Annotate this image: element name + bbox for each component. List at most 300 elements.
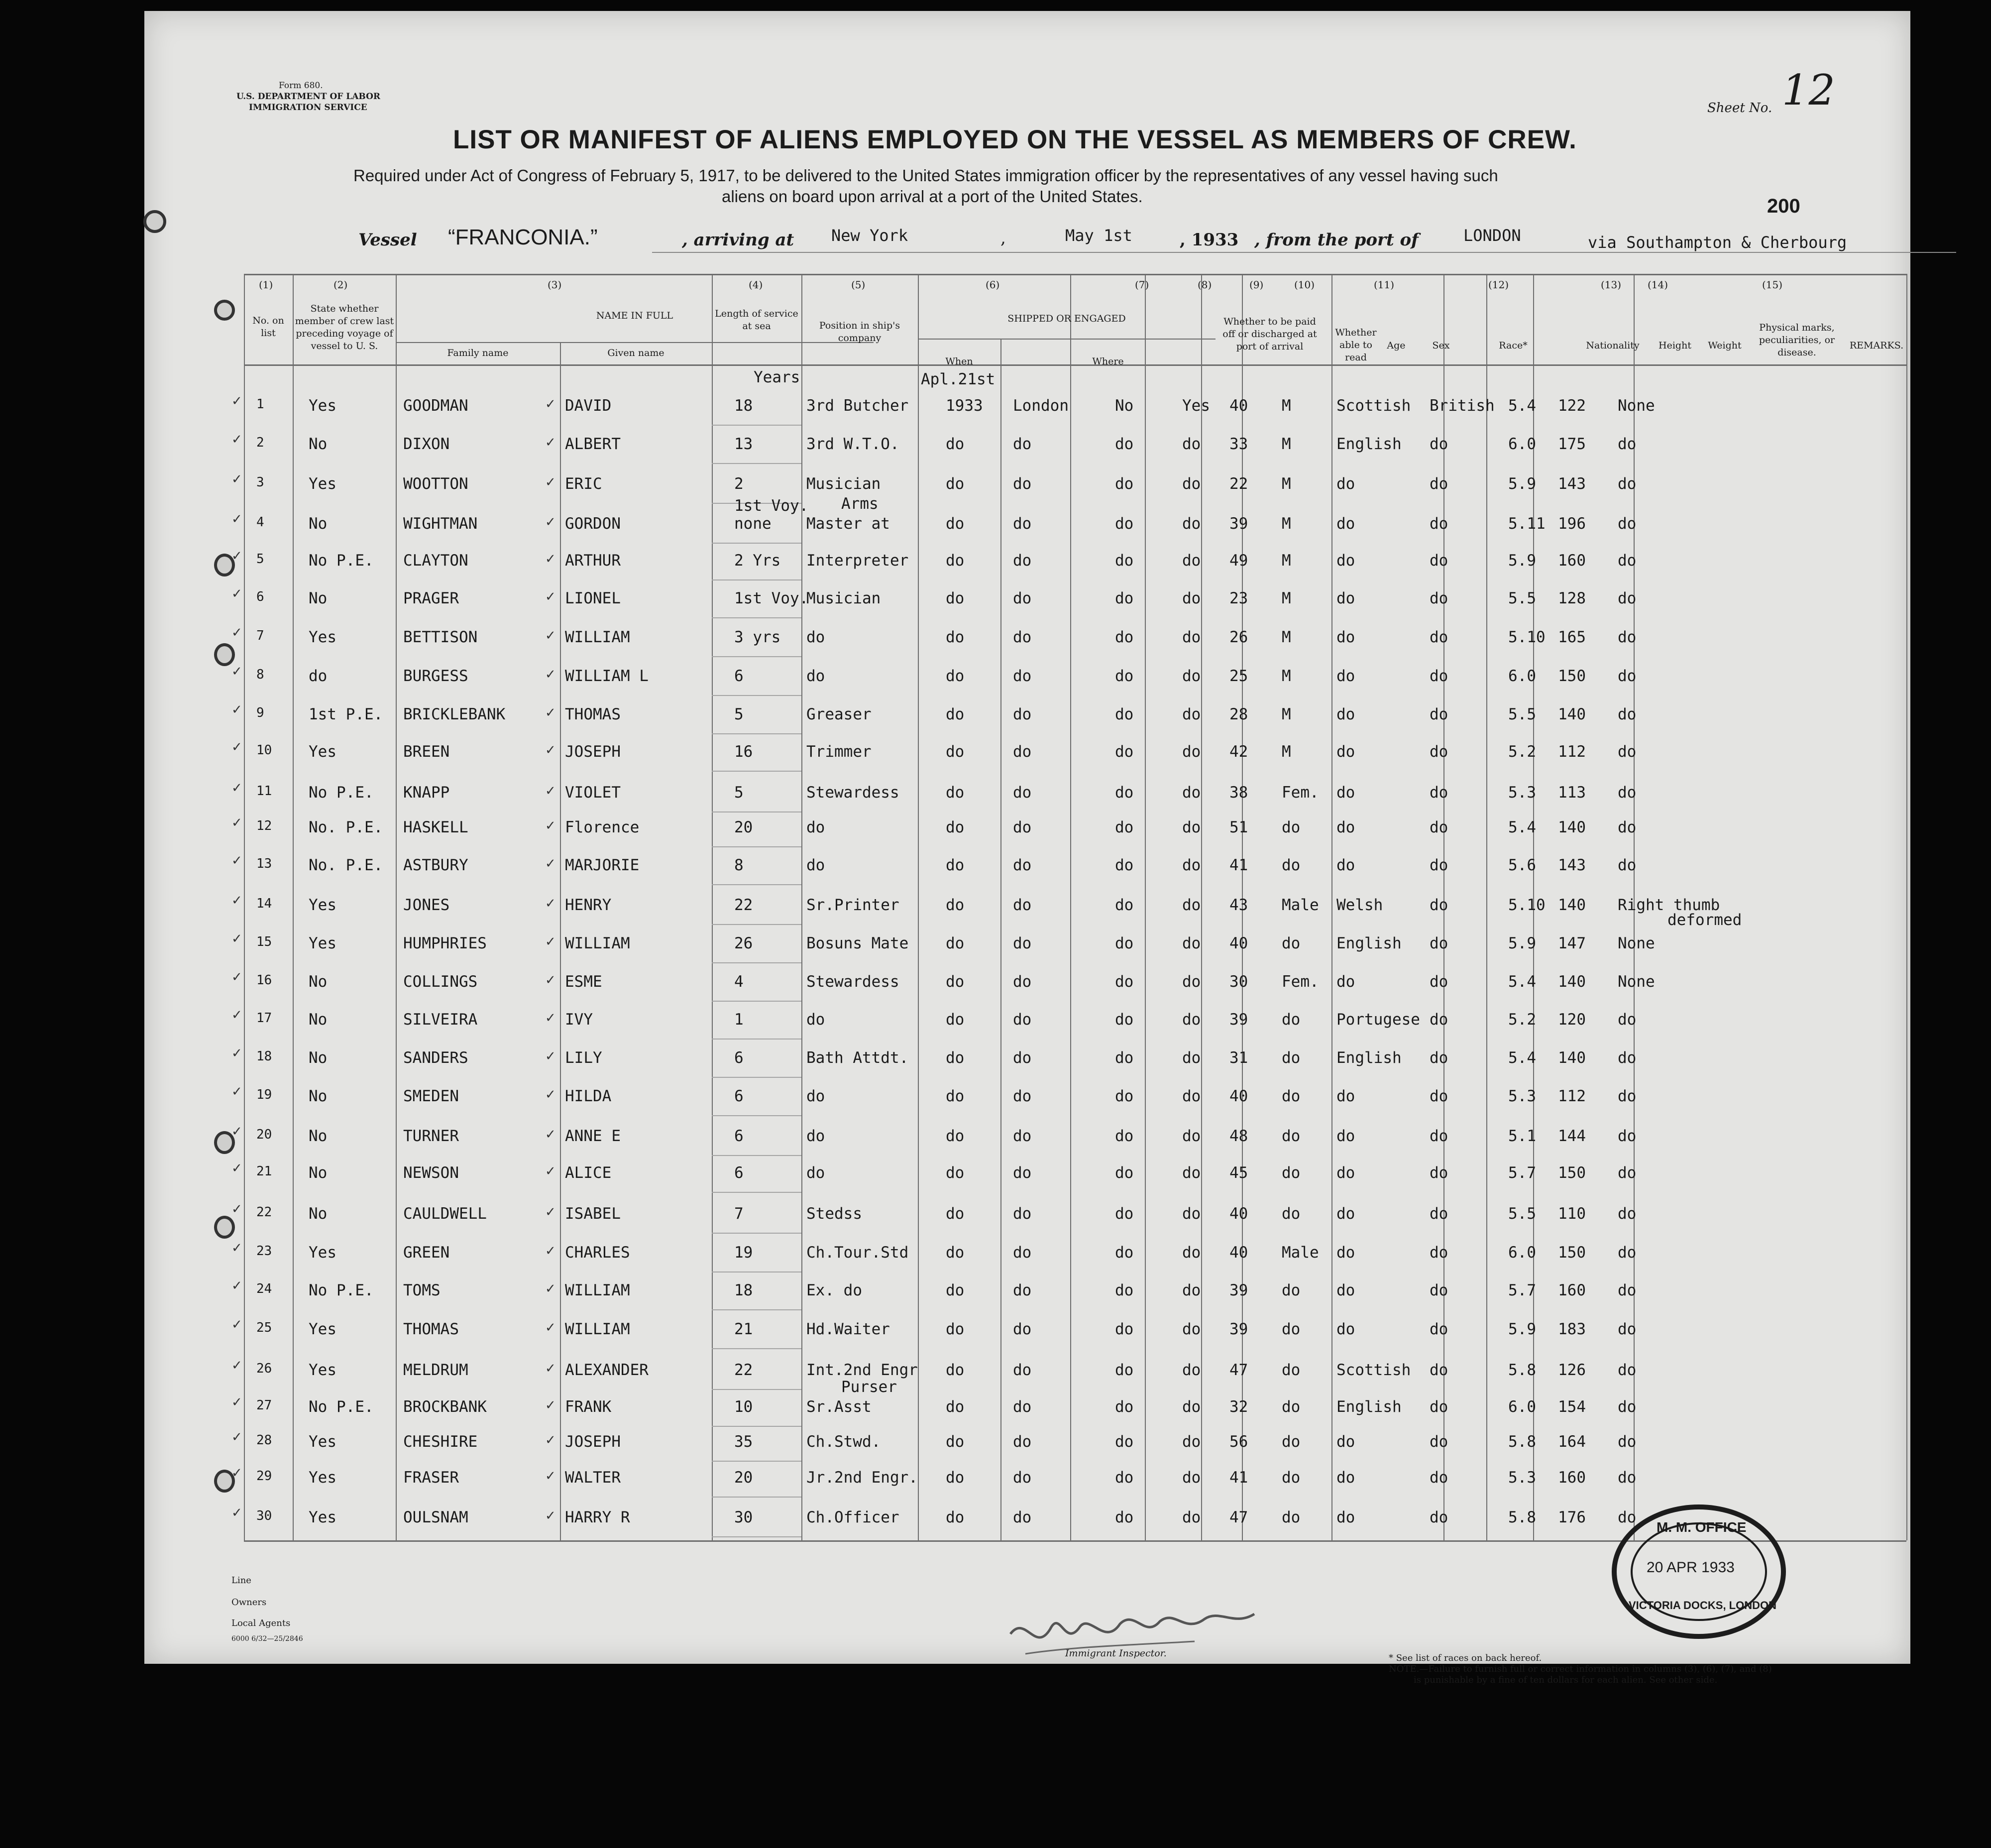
check-mark: ✓: [545, 628, 556, 643]
position-cell: Stewardess: [806, 784, 899, 802]
col-number: (13): [1601, 279, 1622, 291]
height-cell: 5.9: [1508, 475, 1536, 493]
age-cell: 43: [1229, 896, 1248, 914]
given-name-cell: ESME: [565, 973, 602, 991]
height-cell: 6.0: [1508, 1398, 1536, 1416]
check-mark: ✓: [231, 1008, 242, 1023]
age-cell: 22: [1229, 475, 1248, 493]
row-divider: [712, 463, 801, 464]
hdr-remarks: REMARKS.: [1849, 340, 1904, 351]
check-mark: ✓: [231, 1161, 242, 1176]
from-label: , from the port of: [1254, 230, 1419, 250]
check-mark: ✓: [545, 1508, 556, 1523]
family-name-cell: BETTISON: [403, 628, 478, 646]
family-name-cell: ASTBURY: [403, 856, 468, 874]
age-cell: 48: [1229, 1127, 1248, 1145]
given-name-cell: WILLIAM: [565, 1320, 630, 1338]
length-service-cell: 2 Yrs: [734, 552, 781, 570]
col-number: (2): [333, 279, 348, 291]
family-name-cell: HUMPHRIES: [403, 934, 487, 952]
penalty-note-1: NOTE.—Failure to furnish full or correct information in columns (3), (6), (7), and (8): [1389, 1664, 1772, 1674]
family-name-cell: SILVEIRA: [403, 1011, 478, 1029]
paid-off-cell: do: [1115, 1087, 1134, 1105]
check-mark: ✓: [545, 1361, 556, 1376]
given-name-cell: WILLIAM L: [565, 667, 649, 685]
check-mark: ✓: [545, 1469, 556, 1484]
length-service-cell: 5: [734, 705, 744, 723]
family-name-cell: SMEDEN: [403, 1087, 459, 1105]
shipped-when-cell: do: [946, 1127, 965, 1145]
shipped-when-cell: do: [946, 589, 965, 607]
family-name-cell: MELDRUM: [403, 1361, 468, 1379]
page-number: 200: [1767, 195, 1800, 217]
given-name-cell: IVY: [565, 1011, 593, 1029]
given-name-cell: JOSEPH: [565, 743, 621, 761]
sex-cell: Male: [1282, 1244, 1319, 1262]
owners-label: Owners: [231, 1597, 267, 1608]
col-number: (15): [1762, 279, 1783, 291]
position-cell: 3rd W.T.O.: [806, 435, 899, 453]
length-service-cell: 20: [734, 818, 753, 836]
nationality-cell: do: [1430, 1049, 1448, 1067]
prev-voyage-cell: No: [309, 435, 328, 453]
race-cell: Scottish: [1336, 397, 1411, 415]
binder-hole: [214, 300, 235, 321]
length-service-cell: 22: [734, 896, 753, 914]
race-cell: do: [1336, 1281, 1355, 1299]
check-mark: ✓: [545, 934, 556, 949]
given-name-cell: HARRY R: [565, 1508, 630, 1526]
height-cell: 5.7: [1508, 1281, 1536, 1299]
family-name-cell: OULSNAM: [403, 1508, 468, 1526]
row-number: 4: [256, 515, 264, 530]
shipped-when-cell: do: [946, 1049, 965, 1067]
height-cell: 5.2: [1508, 1011, 1536, 1029]
row-divider: [712, 1233, 801, 1234]
paid-off-cell: do: [1115, 1244, 1134, 1262]
check-mark: ✓: [231, 472, 242, 487]
position-cell: Master at: [806, 515, 890, 533]
paid-off-cell: do: [1115, 1049, 1134, 1067]
table-row: [144, 738, 1910, 776]
prev-voyage-cell: No: [309, 1164, 328, 1182]
col-number: (4): [749, 279, 763, 291]
given-name-cell: JOSEPH: [565, 1433, 621, 1451]
nationality-cell: do: [1430, 1164, 1448, 1182]
sex-cell: do: [1282, 1281, 1301, 1299]
length-service-cell: 1: [734, 1011, 744, 1029]
age-cell: 45: [1229, 1164, 1248, 1182]
shipped-when-cell: do: [946, 1011, 965, 1029]
length-service-cell: 22: [734, 1361, 753, 1379]
age-cell: 39: [1229, 515, 1248, 533]
family-name-cell: FRASER: [403, 1469, 459, 1487]
hdr-name-in-full: NAME IN FULL: [596, 310, 673, 321]
shipped-where-cell: do: [1013, 1508, 1032, 1526]
paid-off-cell: do: [1115, 818, 1134, 836]
row-number: 20: [256, 1127, 272, 1142]
given-name-cell: THOMAS: [565, 705, 621, 723]
table-row: [144, 1464, 1910, 1502]
col-number: (5): [851, 279, 866, 291]
nationality-cell: do: [1430, 1361, 1448, 1379]
prev-voyage-cell: Yes: [309, 1508, 336, 1526]
given-name-cell: GORDON: [565, 515, 621, 533]
position-cell: Bath Attdt.: [806, 1049, 909, 1067]
shipped-where-cell: do: [1013, 856, 1032, 874]
able-to-read-cell: do: [1182, 1127, 1201, 1145]
sheet-label: Sheet No.: [1707, 101, 1772, 116]
race-cell: do: [1336, 475, 1355, 493]
check-mark: ✓: [231, 1084, 242, 1099]
physical-marks-cell: do: [1618, 856, 1637, 874]
print-code: 6000 6/32—25/2846: [231, 1635, 303, 1643]
row-divider: [712, 1461, 801, 1462]
sex-cell: M: [1282, 435, 1291, 453]
row-number: 30: [256, 1508, 272, 1523]
check-mark: ✓: [231, 931, 242, 946]
check-mark: ✓: [231, 1505, 242, 1520]
comma: ,: [1000, 228, 1006, 248]
able-to-read-cell: do: [1182, 1361, 1201, 1379]
length-service-cell: 5: [734, 784, 744, 802]
check-mark: ✓: [545, 896, 556, 911]
race-cell: do: [1336, 1320, 1355, 1338]
check-mark: ✓: [231, 1358, 242, 1373]
weight-cell: 140: [1558, 818, 1586, 836]
given-name-cell: LIONEL: [565, 589, 621, 607]
table-row: [144, 1356, 1910, 1394]
age-cell: 56: [1229, 1433, 1248, 1451]
nationality-cell: do: [1430, 515, 1448, 533]
age-cell: 41: [1229, 856, 1248, 874]
age-cell: 41: [1229, 1469, 1248, 1487]
able-to-read-cell: do: [1182, 818, 1201, 836]
shipped-when-cell: do: [946, 1433, 965, 1451]
shipped-where-cell: do: [1013, 973, 1032, 991]
nationality-cell: do: [1430, 784, 1448, 802]
hdr-age: Age: [1387, 340, 1406, 351]
shipped-where-cell: do: [1013, 743, 1032, 761]
shipped-where-cell: do: [1013, 1087, 1032, 1105]
shipped-when-cell: do: [946, 1398, 965, 1416]
inspector-label: Immigrant Inspector.: [1065, 1648, 1167, 1659]
shipped-when-cell: do: [946, 667, 965, 685]
height-cell: 5.4: [1508, 397, 1536, 415]
check-mark: ✓: [545, 1244, 556, 1259]
row-divider: [712, 924, 801, 925]
physical-marks-cell: do: [1618, 435, 1637, 453]
row-divider: [712, 1348, 801, 1349]
race-cell: English: [1336, 934, 1402, 952]
paid-off-cell: do: [1115, 475, 1134, 493]
age-cell: 39: [1229, 1281, 1248, 1299]
given-name-cell: VIOLET: [565, 784, 621, 802]
shipped-where-cell: do: [1013, 1049, 1032, 1067]
position-cell: Interpreter: [806, 552, 909, 570]
physical-marks-cell: do: [1618, 1087, 1637, 1105]
height-cell: 5.7: [1508, 1164, 1536, 1182]
row-number: 15: [256, 934, 272, 949]
hdr-prev-voyage: State whether member of crew last preceding voyage of vessel to U. S.: [295, 303, 394, 351]
check-mark: ✓: [231, 1241, 242, 1256]
hdr-no-on-list: No. on list: [252, 315, 284, 339]
able-to-read-cell: do: [1182, 515, 1201, 533]
length-service-cell: 1st Voy.: [734, 589, 809, 607]
family-name-cell: GOODMAN: [403, 397, 468, 415]
race-cell: do: [1336, 1127, 1355, 1145]
age-cell: 40: [1229, 397, 1248, 415]
sex-cell: M: [1282, 552, 1291, 570]
nationality-cell: do: [1430, 1011, 1448, 1029]
given-name-cell: ARTHUR: [565, 552, 621, 570]
nationality-cell: do: [1430, 1320, 1448, 1338]
family-name-cell: TOMS: [403, 1281, 441, 1299]
hdr-sex: Sex: [1432, 340, 1450, 351]
weight-cell: 160: [1558, 1469, 1586, 1487]
shipped-where-cell: do: [1013, 1011, 1032, 1029]
race-cell: do: [1336, 784, 1355, 802]
height-cell: 5.3: [1508, 1469, 1536, 1487]
arrival-date: May 1st: [1065, 226, 1132, 245]
row-number: 12: [256, 818, 272, 833]
given-name-cell: WALTER: [565, 1469, 621, 1487]
length-service-cell: 6: [734, 1127, 744, 1145]
hdr-length-service: Length of service at sea: [715, 308, 798, 332]
physical-marks-cell: do: [1618, 1469, 1637, 1487]
arriving-label: , arriving at: [682, 230, 794, 250]
prev-voyage-cell: No. P.E.: [309, 818, 383, 836]
vessel-label: Vessel: [358, 230, 417, 250]
row-divider: [712, 733, 801, 734]
hdr-weight: Weight: [1708, 340, 1742, 351]
position-cell: Musician: [806, 475, 881, 493]
given-name-cell: FRANK: [565, 1398, 612, 1416]
table-row: [144, 495, 1910, 548]
nationality-cell: do: [1430, 743, 1448, 761]
family-name-cell: THOMAS: [403, 1320, 459, 1338]
weight-cell: 140: [1558, 896, 1586, 914]
race-cell: do: [1336, 515, 1355, 533]
position-cell: Trimmer: [806, 743, 872, 761]
prev-voyage-cell: No: [309, 1011, 328, 1029]
sex-cell: do: [1282, 1508, 1301, 1526]
nationality-cell: do: [1430, 705, 1448, 723]
shipped-where-cell: do: [1013, 475, 1032, 493]
via-ports: via Southampton & Cherbourg: [1588, 233, 1847, 252]
shipped-when-cell: do: [946, 475, 965, 493]
nationality-cell: do: [1430, 1127, 1448, 1145]
sex-cell: M: [1282, 589, 1291, 607]
penalty-note-2: is punishable by a fine of ten dollars for each alien. See other side.: [1414, 1675, 1718, 1685]
row-number: 28: [256, 1433, 272, 1448]
check-mark: ✓: [231, 394, 242, 409]
position-cell: Sr.Printer: [806, 896, 899, 914]
height-cell: 6.0: [1508, 667, 1536, 685]
family-name-cell: WOOTTON: [403, 475, 468, 493]
given-name-cell: WILLIAM: [565, 628, 630, 646]
family-name-cell: BREEN: [403, 743, 450, 761]
check-mark: ✓: [545, 1011, 556, 1026]
shipped-where-cell: do: [1013, 628, 1032, 646]
check-mark: ✓: [231, 432, 242, 447]
shipped-subrule: [918, 339, 1216, 340]
age-cell: 42: [1229, 743, 1248, 761]
row-divider: [712, 1271, 801, 1272]
weight-cell: 120: [1558, 1011, 1586, 1029]
given-name-cell: WILLIAM: [565, 934, 630, 952]
table-row: [144, 1200, 1910, 1238]
row-divider: [712, 1389, 801, 1390]
length-service-cell: 10: [734, 1398, 753, 1416]
hdr-given-name: Given name: [607, 347, 664, 358]
physical-marks-cell: do: [1618, 705, 1637, 723]
check-mark: ✓: [545, 1205, 556, 1220]
prev-voyage-cell: Yes: [309, 397, 336, 415]
race-cell: do: [1336, 1244, 1355, 1262]
able-to-read-cell: do: [1182, 1049, 1201, 1067]
family-name-cell: SANDERS: [403, 1049, 468, 1067]
prev-voyage-cell: No P.E.: [309, 1398, 374, 1416]
row-divider: [712, 1309, 801, 1310]
row-number: 18: [256, 1049, 272, 1064]
weight-cell: 126: [1558, 1361, 1586, 1379]
shipped-when-cell: do: [946, 784, 965, 802]
shipped-where-cell: do: [1013, 515, 1032, 533]
table-row: [144, 968, 1910, 1006]
given-name-cell: DAVID: [565, 397, 612, 415]
able-to-read-cell: do: [1182, 705, 1201, 723]
race-cell: do: [1336, 667, 1355, 685]
binder-hole: [143, 210, 166, 233]
nationality-cell: do: [1430, 934, 1448, 952]
stamp-bottom-text: VICTORIA DOCKS, LONDON: [1629, 1599, 1777, 1612]
height-cell: 6.0: [1508, 435, 1536, 453]
age-cell: 40: [1229, 1205, 1248, 1223]
sex-cell: do: [1282, 1361, 1301, 1379]
shipped-where-cell: do: [1013, 1281, 1032, 1299]
weight-cell: 150: [1558, 667, 1586, 685]
manifest-sheet: [144, 11, 1910, 1685]
sex-cell: do: [1282, 1087, 1301, 1105]
row-number: 6: [256, 589, 264, 604]
able-to-read-cell: do: [1182, 1281, 1201, 1299]
given-name-cell: ERIC: [565, 475, 602, 493]
age-cell: 51: [1229, 818, 1248, 836]
row-divider: [712, 962, 801, 963]
family-name-cell: GREEN: [403, 1244, 450, 1262]
sheet-number: 12: [1782, 66, 1835, 115]
weight-cell: 160: [1558, 552, 1586, 570]
height-cell: 5.8: [1508, 1508, 1536, 1526]
able-to-read-cell: do: [1182, 552, 1201, 570]
prev-voyage-cell: No P.E.: [309, 552, 374, 570]
shipped-where-cell: do: [1013, 896, 1032, 914]
prev-voyage-cell: No P.E.: [309, 1281, 374, 1299]
prev-voyage-cell: Yes: [309, 743, 336, 761]
shipped-where-cell: do: [1013, 1433, 1032, 1451]
age-cell: 26: [1229, 628, 1248, 646]
weight-cell: 112: [1558, 743, 1586, 761]
shipped-where-cell: do: [1013, 1361, 1032, 1379]
prev-voyage-cell: No: [309, 515, 328, 533]
check-mark: ✓: [231, 893, 242, 908]
physical-marks-cell: do: [1618, 743, 1637, 761]
age-cell: 30: [1229, 973, 1248, 991]
length-service-cell: 18: [734, 397, 753, 415]
race-cell: do: [1336, 1164, 1355, 1182]
length-service-cell: none: [734, 515, 772, 533]
page-title: LIST OR MANIFEST OF ALIENS EMPLOYED ON THE VESSEL AS MEMBERS OF CREW.: [453, 125, 1577, 154]
nationality-cell: British: [1430, 397, 1495, 415]
row-divider: [712, 1497, 801, 1498]
check-mark: ✓: [231, 781, 242, 796]
check-mark: ✓: [231, 740, 242, 755]
table-row: [144, 1315, 1910, 1353]
row-divider: [712, 811, 801, 812]
arriving-port: New York: [831, 226, 908, 245]
check-mark: ✓: [545, 705, 556, 720]
height-cell: 5.9: [1508, 1320, 1536, 1338]
length-service-cell: 20: [734, 1469, 753, 1487]
weight-cell: 128: [1558, 589, 1586, 607]
height-cell: 5.1: [1508, 1127, 1536, 1145]
shipped-when-cell: do: [946, 1281, 965, 1299]
race-cell: Welsh: [1336, 896, 1383, 914]
shipped-where-cell: do: [1013, 1244, 1032, 1262]
nationality-cell: do: [1430, 973, 1448, 991]
table-row: [144, 1082, 1910, 1120]
age-cell: 38: [1229, 784, 1248, 802]
check-mark: ✓: [231, 970, 242, 985]
nationality-cell: do: [1430, 818, 1448, 836]
family-name-cell: KNAPP: [403, 784, 450, 802]
sex-cell: M: [1282, 397, 1291, 415]
check-mark: ✓: [231, 1278, 242, 1293]
department: U.S. DEPARTMENT OF LABOR: [236, 92, 381, 102]
weight-cell: 164: [1558, 1433, 1586, 1451]
shipped-when-cell: do: [946, 1361, 965, 1379]
able-to-read-cell: do: [1182, 1433, 1201, 1451]
given-name-cell: ISABEL: [565, 1205, 621, 1223]
position-cell: Sr.Asst: [806, 1398, 872, 1416]
prev-voyage-cell: No: [309, 1127, 328, 1145]
height-cell: 5.5: [1508, 1205, 1536, 1223]
race-cell: do: [1336, 628, 1355, 646]
nationality-cell: do: [1430, 1508, 1448, 1526]
form-number: Form 680.: [279, 81, 323, 91]
height-cell: 5.10: [1508, 628, 1546, 646]
sex-cell: M: [1282, 667, 1291, 685]
paid-off-cell: do: [1115, 1164, 1134, 1182]
able-to-read-cell: do: [1182, 475, 1201, 493]
paid-off-cell: do: [1115, 784, 1134, 802]
race-cell: do: [1336, 743, 1355, 761]
position-top-cell: Purser: [841, 1378, 897, 1396]
office-stamp: [1612, 1504, 1786, 1639]
age-cell: 40: [1229, 1244, 1248, 1262]
age-cell: 39: [1229, 1011, 1248, 1029]
paid-off-cell: do: [1115, 934, 1134, 952]
sex-cell: M: [1282, 743, 1291, 761]
sex-cell: do: [1282, 1205, 1301, 1223]
sex-cell: M: [1282, 628, 1291, 646]
hdr-nationality: Nationality: [1586, 340, 1640, 351]
service: IMMIGRATION SERVICE: [249, 103, 367, 113]
nationality-cell: do: [1430, 1398, 1448, 1416]
shipped-where-cell: do: [1013, 435, 1032, 453]
able-to-read-cell: do: [1182, 1244, 1201, 1262]
